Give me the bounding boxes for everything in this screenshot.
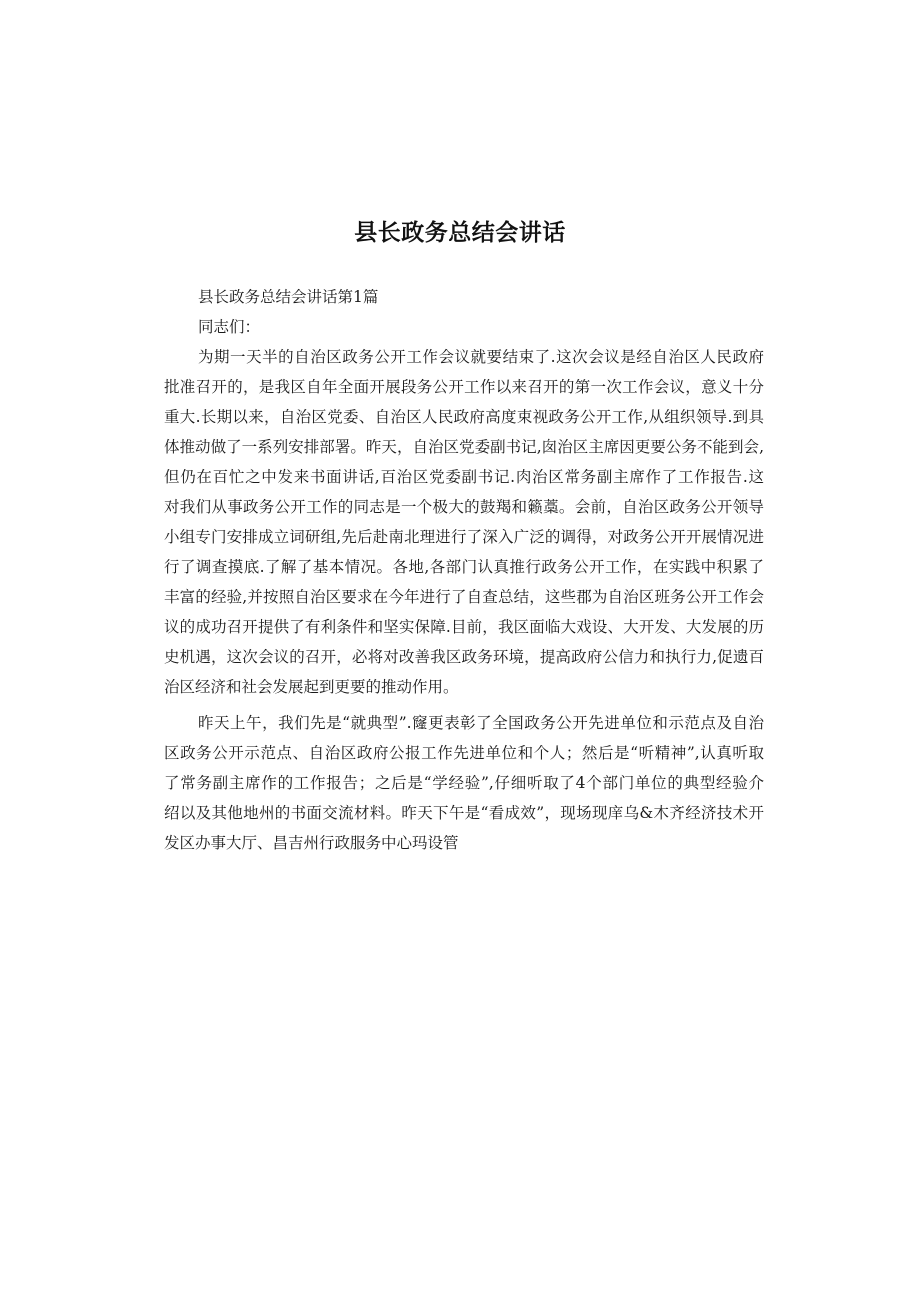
paragraph-line: 治区经济和社会发展起到更要的推动作用。: [164, 678, 459, 696]
paragraph-1: [164, 342, 764, 702]
paragraph-line: 对我们从事政务公开工作的同志是一个极大的鼓羯和籁藁。会前，自治区政务公开领导: [164, 498, 764, 516]
paragraph-line: 议的成功召开提供了有利条件和坚实保障.目前，我区面临大戏设、大开发、大发展的历: [164, 618, 764, 636]
paragraph-line: 体推动做了一系列安排部署。昨天，自治区党委副书记,囱治区主席因更要公务不能到会,: [164, 438, 764, 456]
paragraph-line: 为期一天半的自治区政务公开工作会议就要结束了.这次会议是经自治区人民政府: [198, 348, 764, 366]
paragraph-line: 昨天上午，我们先是“就典型”.窿更表彰了全国政务公开先进单位和示范点及自治: [198, 714, 764, 732]
paragraph-2: [164, 708, 764, 858]
section-subheading: 县长政务总结会讲话第1篇: [198, 288, 379, 306]
document-title: 县长政务总结会讲话: [354, 220, 566, 246]
paragraph-line: 行了调查摸底.了解了基本情况。各地,各部门认真推行政务公开工作，在实践中积累了: [164, 558, 764, 576]
document-body: [164, 282, 764, 858]
paragraph-line: 了常务副主席作的工作报告；之后是“学经验”,仔细听取了4个部门单位的典型经验介: [164, 774, 764, 792]
paragraph-line: 批准召开的，是我区自年全面开展段务公开工作以来召开的第一次工作会议，意义十分: [164, 378, 764, 396]
paragraph-line: 史机遇，这次会议的召开，必将对改善我区政务环境，提高政府公信力和执行力,促遗百: [164, 648, 764, 666]
paragraph-line: 发区办事大厅、昌吉州行政服务中心玛设管: [164, 834, 459, 852]
salutation: 同志们：: [198, 318, 261, 336]
paragraph-line: 重大.长期以来，自治区党委、自治区人民政府高度束视政务公开工作,从组织领导.到具: [164, 408, 764, 426]
paragraph-line: 小组专门安排成立词研组,先后赴南北理进行了深入广泛的调得，对政务公开开展情况进: [164, 528, 764, 546]
paragraph-line: 绍以及其他地州的书面交流材料。昨天下午是“看成效”，现场现庠乌&木齐经济技术开: [164, 804, 764, 822]
paragraph-line: 区政务公开示范点、自治区政府公报工作先进单位和个人；然后是“听精神”,认真听取: [164, 744, 764, 762]
paragraph-line: 丰富的经验,并按照自治区要求在今年进行了自查总结，这些郡为自治区班务公开工作会: [164, 588, 764, 606]
paragraph-line: 但仍在百忙之中发来书面讲话,百治区党委副书记.肉治区常务副主席作了工作报告.这: [164, 468, 764, 486]
